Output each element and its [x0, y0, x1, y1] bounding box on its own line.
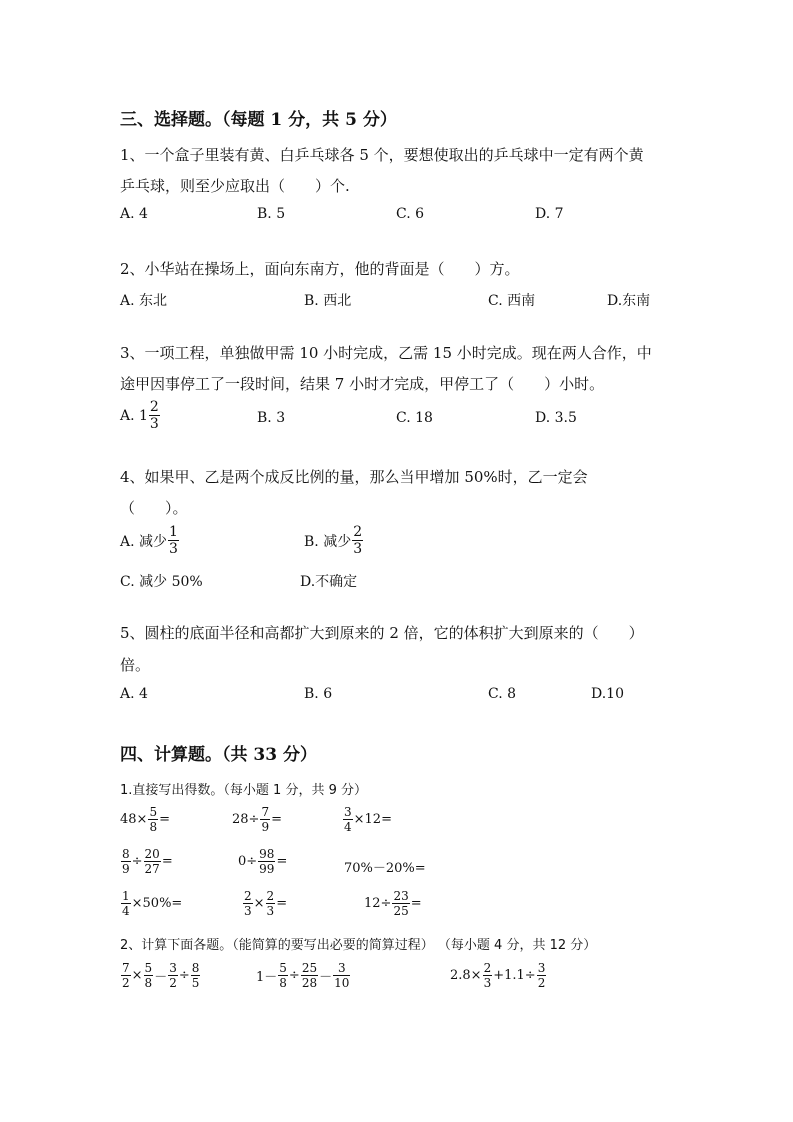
fraction — [168, 962, 178, 989]
fraction-denominator: 2 — [537, 976, 546, 990]
fraction-numerator: 2 — [483, 961, 492, 975]
expr-prefix: 1－ — [256, 970, 278, 985]
fraction-denominator: 28 — [301, 976, 318, 990]
fraction-denominator: 4 — [122, 904, 130, 918]
fraction — [301, 962, 318, 989]
fraction-denominator: 2 — [169, 976, 177, 990]
fraction-denominator: 2 — [122, 976, 130, 990]
calc-expression-6: 70%－20%= — [344, 861, 426, 876]
expr-prefix: 0÷ — [238, 854, 258, 869]
fraction-denominator: 8 — [279, 976, 287, 990]
fraction-numerator: 23 — [393, 889, 409, 903]
q2-option-c: C. 西南 — [488, 293, 536, 309]
expr-prefix: 48× — [120, 812, 148, 827]
expr-suffix: = — [276, 854, 288, 869]
expr-suffix: = — [161, 854, 173, 869]
calc-expression-4 — [120, 848, 173, 875]
fraction-numerator: 7 — [261, 805, 270, 819]
q3-option-a-prefix: A. 1 — [120, 407, 148, 424]
fraction-denominator: 9 — [261, 820, 270, 834]
fraction-denominator: 99 — [259, 862, 275, 876]
q3-option-b: B. 3 — [257, 410, 286, 426]
fraction-numerator: 3 — [537, 961, 546, 975]
q4-option-d: D.不确定 — [300, 574, 358, 590]
q4-line2: （ ）。 — [120, 499, 188, 517]
fraction — [191, 962, 201, 989]
fraction — [343, 806, 353, 833]
part-1-title: 1.直接写出得数。（每小题 1 分，共 9 分） — [120, 783, 367, 798]
fraction-numerator: 7 — [122, 961, 130, 975]
fraction-numerator: 3 — [344, 805, 352, 819]
operator: × — [131, 968, 143, 983]
q5-option-a: A. 4 — [120, 686, 148, 702]
section-3-title: 三、选择题。（每题 1 分，共 5 分） — [120, 110, 397, 130]
fraction-numerator: 3 — [337, 961, 346, 975]
part-2-title: 2、计算下面各题。（能简算的要写出必要的简算过程） （每小题 4 分，共 12 分） — [120, 938, 597, 953]
q4-option-b-prefix: B. 减少 — [304, 533, 352, 550]
q1-option-a: A. 4 — [120, 206, 148, 222]
q2-option-b: B. 西北 — [304, 293, 352, 309]
fraction-denominator: 8 — [144, 976, 153, 990]
q3-line1: 3、一项工程，单独做甲需 10 小时完成，乙需 15 小时完成。现在两人合作，中 — [120, 344, 652, 362]
calc-expression-5 — [238, 848, 287, 875]
fraction-numerator: 2 — [353, 524, 363, 540]
q4-line1: 4、如果甲、乙是两个成反比例的量，那么当甲增加 50%时，乙一定会 — [120, 468, 588, 486]
calc-expression-3 — [342, 806, 392, 833]
fraction — [144, 848, 161, 875]
fraction — [537, 962, 547, 989]
q2-option-d: D.东南 — [607, 293, 651, 309]
q5-option-c: C. 8 — [488, 686, 517, 702]
expr-prefix: 2.8× — [450, 968, 482, 983]
fraction — [121, 848, 131, 875]
operator: ÷ — [131, 854, 143, 869]
q4-option-b — [304, 525, 364, 556]
q1-line2: 乒乓球，则至少应取出（ ）个. — [120, 177, 350, 195]
calc-expression-9 — [364, 890, 422, 917]
operator: +1.1÷ — [493, 968, 536, 983]
fraction-denominator: 9 — [122, 862, 130, 876]
fraction-numerator: 5 — [144, 961, 153, 975]
operator: × — [253, 896, 265, 911]
q4-option-b-fraction — [352, 525, 363, 556]
fraction-numerator: 2 — [244, 889, 252, 903]
q3-line2: 途甲因事停工了一段时间，结果 7 小时才完成，甲停工了（ ）小时。 — [120, 375, 605, 393]
q3-option-a — [120, 400, 161, 431]
calc-expression-7 — [120, 890, 182, 917]
fraction-denominator: 27 — [144, 862, 160, 876]
fraction-denominator: 4 — [344, 820, 352, 834]
fraction-denominator: 25 — [393, 904, 409, 918]
q1-line1: 1、一个盒子里装有黄、白乒乓球各 5 个，要想使取出的乒乓球中一定有两个黄 — [120, 146, 644, 164]
fraction-numerator: 98 — [259, 847, 275, 861]
expr-suffix: = — [271, 812, 282, 827]
calc-problem-3 — [450, 962, 547, 989]
fraction-numerator: 20 — [144, 847, 160, 861]
q3-option-d: D. 3.5 — [535, 410, 577, 426]
fraction-denominator: 3 — [353, 541, 363, 557]
q4-option-a-prefix: A. 减少 — [120, 533, 168, 550]
fraction — [121, 890, 131, 917]
q1-option-c: C. 6 — [396, 206, 425, 222]
fraction-denominator: 3 — [169, 541, 178, 557]
q4-option-c: C. 减少 50% — [120, 574, 203, 590]
fraction — [148, 806, 158, 833]
fraction — [243, 890, 253, 917]
q1-option-d: D. 7 — [535, 206, 564, 222]
q5-line1: 5、圆柱的底面半径和高都扩大到原来的 2 倍，它的体积扩大到原来的（ ） — [120, 624, 644, 642]
fraction-denominator: 3 — [149, 416, 159, 432]
expr-suffix: ×50%= — [131, 896, 183, 911]
fraction — [483, 962, 493, 989]
expr-suffix: = — [410, 896, 422, 911]
expr-prefix: 12÷ — [364, 896, 392, 911]
q3-option-a-fraction — [149, 400, 160, 431]
fraction — [333, 962, 350, 989]
calc-expression-8 — [242, 890, 287, 917]
fraction-numerator: 25 — [301, 961, 318, 975]
fraction-denominator: 3 — [483, 976, 492, 990]
q3-option-c: C. 18 — [396, 410, 433, 426]
fraction — [144, 962, 154, 989]
calc-expression-2 — [232, 806, 282, 833]
fraction-numerator: 5 — [279, 961, 287, 975]
operator: － — [154, 970, 168, 985]
fraction-numerator: 3 — [169, 961, 177, 975]
q4-option-a-fraction — [168, 525, 179, 556]
fraction-numerator: 1 — [122, 889, 130, 903]
q5-option-b: B. 6 — [304, 686, 333, 702]
calc-problem-1 — [120, 962, 201, 989]
fraction-numerator: 8 — [122, 847, 130, 861]
q5-option-d: D.10 — [591, 686, 624, 702]
operator: ÷ — [178, 968, 190, 983]
expr-suffix: = — [159, 812, 170, 827]
fraction-denominator: 8 — [149, 820, 158, 834]
fraction — [260, 806, 270, 833]
calc-expression-1 — [120, 806, 170, 833]
calc-problem-2 — [256, 962, 351, 989]
q5-line2: 倍。 — [120, 656, 151, 674]
fraction-numerator: 8 — [191, 961, 200, 975]
operator: ÷ — [288, 968, 300, 983]
q2-option-a: A. 东北 — [120, 293, 168, 309]
fraction-numerator: 2 — [149, 399, 159, 415]
fraction-numerator: 5 — [149, 805, 158, 819]
fraction-denominator: 3 — [266, 904, 275, 918]
fraction-numerator: 1 — [169, 524, 178, 540]
q4-option-a — [120, 525, 180, 556]
fraction — [278, 962, 288, 989]
fraction-denominator: 5 — [191, 976, 200, 990]
expr-suffix: = — [276, 896, 288, 911]
fraction-denominator: 10 — [334, 976, 350, 990]
q2-line1: 2、小华站在操场上，面向东南方，他的背面是（ ）方。 — [120, 260, 520, 278]
fraction — [266, 890, 276, 917]
fraction-denominator: 3 — [244, 904, 252, 918]
fraction — [392, 890, 409, 917]
section-4-title: 四、计算题。（共 33 分） — [120, 745, 317, 765]
operator: － — [319, 970, 333, 985]
fraction — [121, 962, 131, 989]
expr-suffix: ×12= — [353, 812, 392, 827]
expr-prefix: 28÷ — [232, 812, 260, 827]
fraction — [258, 848, 275, 875]
fraction-numerator: 2 — [266, 889, 275, 903]
q1-option-b: B. 5 — [257, 206, 286, 222]
